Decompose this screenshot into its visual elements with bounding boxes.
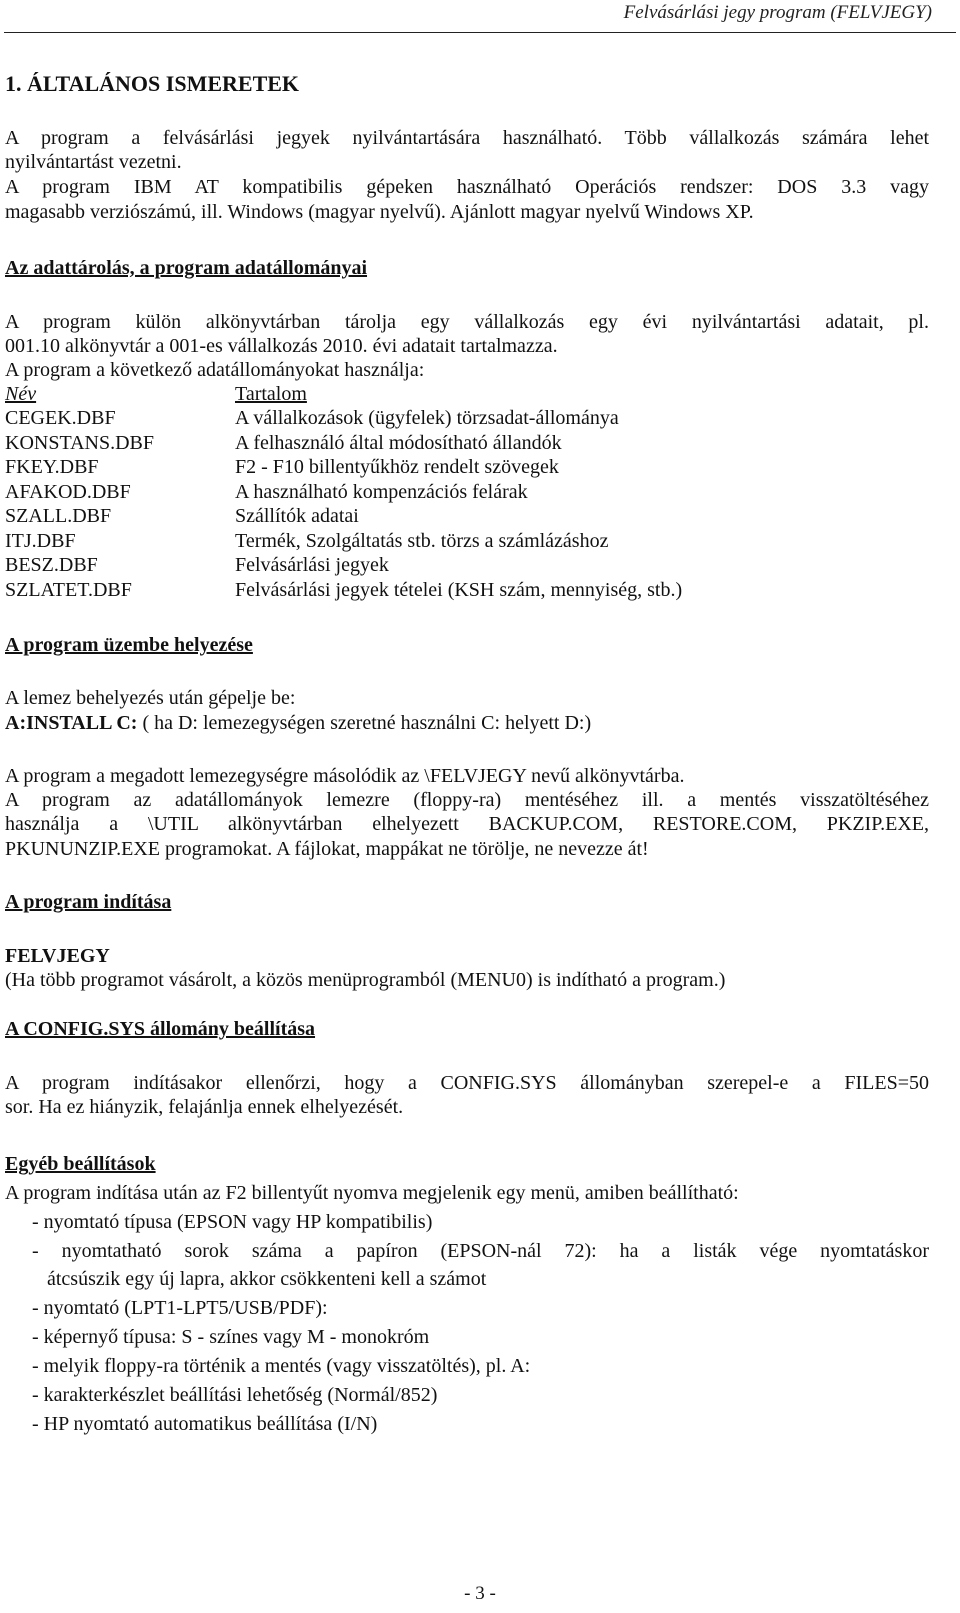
install-command: A:INSTALL C: xyxy=(5,712,138,734)
file-description: Felvásárlási jegyek xyxy=(235,554,389,576)
list-item: - nyomtatható sorok száma a papíron (EPSON-nál 72): ha a listák vége nyomtatáskor xyxy=(32,1240,929,1262)
file-description: Szállítók adatai xyxy=(235,505,359,527)
paragraph-line: A program az adatállományok lemezre (floppy-ra) mentéséhez ill. a mentés visszatöltéséhez xyxy=(5,789,929,811)
file-name: SZLATET.DBF xyxy=(5,579,132,601)
file-name: KONSTANS.DBF xyxy=(5,432,154,454)
column-header-content: Tartalom xyxy=(235,383,307,405)
file-name: BESZ.DBF xyxy=(5,554,98,576)
file-description: F2 - F10 billentyűkhöz rendelt szövegek xyxy=(235,456,559,478)
paragraph-line: A program indításakor ellenőrzi, hogy a CONFIG.SYS állományban szerepel-e a FILES=50 xyxy=(5,1072,929,1094)
paragraph-line: A lemez behelyezés után gépelje be: xyxy=(5,687,296,709)
paragraph-line: A program külön alkönyvtárban tárolja egy vállalkozás egy évi nyilvántartási adatait, pl. xyxy=(5,311,929,333)
list-item: - nyomtató típusa (EPSON vagy HP kompatibilis) xyxy=(32,1211,433,1233)
list-item: - nyomtató (LPT1-LPT5/USB/PDF): xyxy=(32,1297,328,1319)
file-description: Termék, Szolgáltatás stb. törzs a számlázáshoz xyxy=(235,530,609,552)
section-heading-install: A program üzembe helyezése xyxy=(5,634,253,656)
paragraph-line: magasabb verziószámú, ill. Windows (magyar nyelvű). Ajánlott magyar nyelvű Windows XP. xyxy=(5,201,754,223)
list-item: - karakterkészlet beállítási lehetőség (Normál/852) xyxy=(32,1384,438,1406)
file-name: ITJ.DBF xyxy=(5,530,76,552)
section-heading-other: Egyéb beállítások xyxy=(5,1153,156,1175)
paragraph-line: (Ha több programot vásárolt, a közös menüprogramból (MENU0) is indítható a program.) xyxy=(5,969,726,991)
paragraph-line: A program a felvásárlási jegyek nyilvántartására használható. Több vállalkozás számára lehet xyxy=(5,127,929,149)
file-name: FKEY.DBF xyxy=(5,456,99,478)
page-number: - 3 - xyxy=(464,1583,496,1604)
paragraph-line: 001.10 alkönyvtár a 001-es vállalkozás 2010. évi adatait tartalmazza. xyxy=(5,335,558,357)
section-heading-storage: Az adattárolás, a program adatállományai xyxy=(5,257,368,279)
list-item-continuation: átcsúszik egy új lapra, akkor csökkenteni kell a számot xyxy=(47,1268,487,1290)
file-name: SZALL.DBF xyxy=(5,505,112,527)
paragraph-line: nyilvántartást vezetni. xyxy=(5,151,182,173)
list-item: - képernyő típusa: S - színes vagy M - monokróm xyxy=(32,1326,430,1348)
paragraph-line: A program indítása után az F2 billentyűt nyomva megjelenik egy menü, amiben beállítható: xyxy=(5,1182,739,1204)
list-item: - HP nyomtató automatikus beállítása (I/N) xyxy=(32,1413,378,1435)
paragraph-line: A program IBM AT kompatibilis gépeken használható Operációs rendszer: DOS 3.3 vagy xyxy=(5,176,929,198)
paragraph-line: használja a \UTIL alkönyvtárban elhelyezett BACKUP.COM, RESTORE.COM, PKZIP.EXE, xyxy=(5,813,929,835)
running-header: Felvásárlási jegy program (FELVJEGY) xyxy=(623,2,932,23)
file-description: A vállalkozások (ügyfelek) törzsadat-állománya xyxy=(235,407,619,429)
file-description: A felhasználó által módosítható állandók xyxy=(235,432,562,454)
install-command-note: ( ha D: lemezegységen szeretné használni C: helyett D:) xyxy=(137,712,592,734)
install-command-line xyxy=(5,711,591,735)
file-description: A használható kompenzációs felárak xyxy=(235,481,528,503)
file-name: AFAKOD.DBF xyxy=(5,481,131,503)
section-heading-start: A program indítása xyxy=(5,891,172,913)
header-rule xyxy=(4,32,956,33)
paragraph-line: sor. Ha ez hiányzik, felajánlja ennek elhelyezését. xyxy=(5,1096,404,1118)
section-heading-config: A CONFIG.SYS állomány beállítása xyxy=(5,1018,316,1040)
paragraph-line: A program a megadott lemezegységre másolódik az \FELVJEGY nevű alkönyvtárba. xyxy=(5,765,685,787)
column-header-name: Név xyxy=(5,383,37,405)
list-item: - melyik floppy-ra történik a mentés (vagy visszatöltés), pl. A: xyxy=(32,1355,531,1377)
file-name: CEGEK.DBF xyxy=(5,407,116,429)
paragraph-line: PKUNUNZIP.EXE programokat. A fájlokat, mappákat ne törölje, ne nevezze át! xyxy=(5,838,649,860)
start-command: FELVJEGY xyxy=(5,945,110,967)
paragraph-line: A program a következő adatállományokat használja: xyxy=(5,359,425,381)
file-description: Felvásárlási jegyek tételei (KSH szám, mennyiség, stb.) xyxy=(235,579,683,601)
section-heading-general: 1. ÁLTALÁNOS ISMERETEK xyxy=(5,71,300,96)
